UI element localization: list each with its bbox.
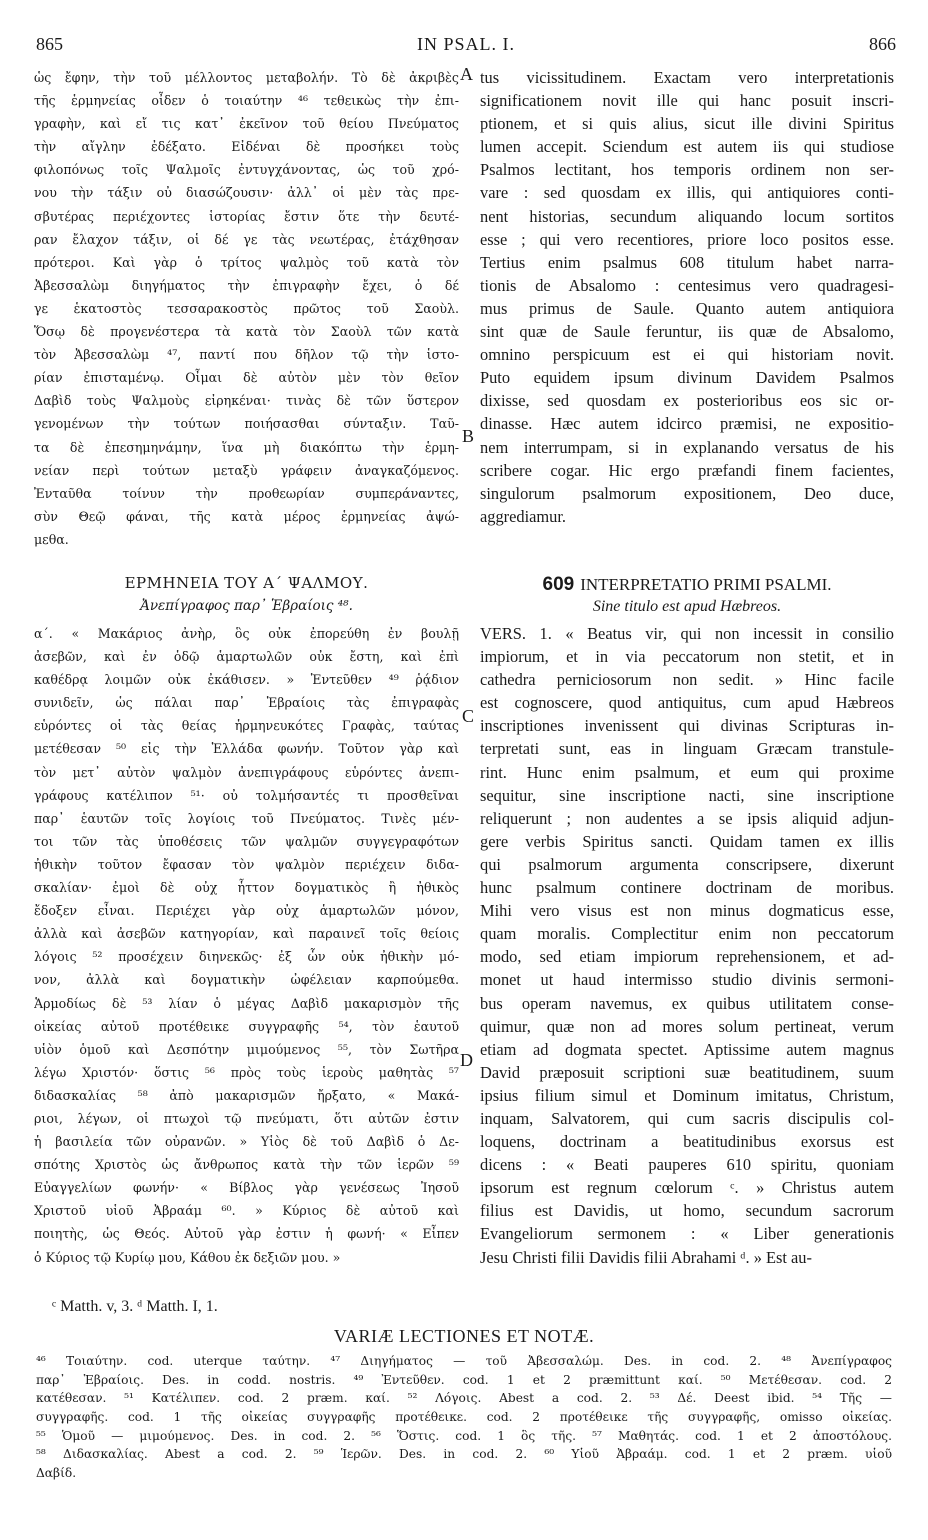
latin-text-line: dixisse, sed quosdam ex posterioribus eos sic or- (480, 391, 894, 411)
greek-text-line: σπότης Χριστὸς ὡς ἄνθρωπος κατὰ τὴν τῶν ἱερῶν ⁵⁹ (34, 1157, 459, 1173)
latin-section-heading (480, 574, 894, 596)
note-line: παρ᾽ Ἑβραίοις. Des. in codd. nostris. ⁴⁹ Ἐντεῦθεν. cod. 1 et 2 præmittunt καί. ⁵⁰ Μετέθεσαν. cod. 2 (36, 1372, 892, 1387)
latin-text-line: Psalmos lectitant, hos temporis ordinem non ser- (480, 160, 894, 180)
margin-marker-a: A (460, 64, 473, 84)
page-number-left: 865 (36, 34, 63, 54)
greek-text-line: μεθα. (34, 531, 69, 547)
latin-text-line: omnino perspicuum est ei qui historiam novit. (480, 345, 894, 365)
greek-text-line: τα δὲ ἐπεσημηνάμην, ἵνα μὴ διακόπτω τὴν ἑρμη- (34, 439, 459, 455)
latin-text-line: terpretati sunt, eas in linguam Græcam transtule- (480, 739, 894, 759)
greek-text-line: ραν ἔλαχον τάξιν, οἱ δέ γε τὰς νεωτέρας, ἐτάχθησαν (34, 231, 459, 247)
greek-section-title: ΕΡΜΗΝΕΙΑ ΤΟΥ Α´ ΨΑΛΜΟΥ. (124, 574, 369, 592)
greek-text-line: Ἁρμοδίως δὲ ⁵³ λίαν ὁ μέγας Δαβὶδ μακαρισμὸν τῆς (34, 995, 459, 1011)
latin-text-line: mus primus de Saule. Quanto autem antiquiora (480, 298, 894, 318)
greek-text-line: εὑρόντες οἱ τὰς θείας ἡρμηνευκότες Γραφὰς, ταύτας (34, 718, 459, 734)
latin-text-line: monet ut haud intermisso studio divinis sermoni- (480, 970, 894, 990)
latin-text-line: dinasse. Hæc autem idcirco præmisi, ne expositio- (480, 414, 894, 434)
latin-text-line: inquam, Salvatorem, qui cum sacris discipulis col- (480, 1108, 894, 1128)
variant-readings-notes (36, 1352, 892, 1483)
scripture-footnote-refs: ᶜ Matth. v, 3. ᵈ Matth. I, 1. (52, 1298, 218, 1315)
latin-text-column-lower (480, 622, 894, 1269)
latin-text-line: ipsius filium simul et Dominum imitatus, Christum, (480, 1085, 894, 1105)
latin-text-line: VERS. 1. « Beatus vir, qui non incessit in consilio (480, 624, 894, 643)
latin-text-line: quimur, quæ non ad mores solum pertineat, verum (480, 1016, 894, 1036)
latin-text-line: ipsorum est regnum cœlorum ᶜ. » Christus autem (480, 1178, 894, 1198)
margin-marker-b: B (462, 426, 475, 446)
latin-text-line: cathedra perniciosorum non sedit. » Hinc facile (480, 670, 894, 690)
notes-title: VARIÆ LECTIONES ET NOTÆ. (333, 1326, 595, 1346)
latin-text-line: singulorum psalmorum expositionem, Deo duce, (480, 483, 894, 503)
latin-text-line: esse ; qui vero recentiores, priore loco positos esse. (480, 229, 894, 249)
greek-text-line: μετέθεσαν ⁵⁰ εἰς τὴν Ἑλλάδα φωνήν. Τοῦτον γὰρ καὶ (34, 741, 459, 757)
latin-text-line: aggrediamur. (480, 506, 567, 526)
latin-text-line: dicens : « Beati pauperes 610 spiritu, quoniam (480, 1155, 894, 1175)
greek-text-line: Ὅσῳ δὲ προγενέστερα τὰ κατὰ τὸν Σαοὺλ τῶν κατὰ (34, 324, 459, 340)
greek-text-line: α΄. « Μακάριος ἀνὴρ, ὃς οὐκ ἐπορεύθη ἐν βουλῇ (34, 626, 459, 641)
latin-text-line: Tertius enim psalmus 608 titulum habet narra- (480, 252, 894, 272)
greek-text-line: ἔδοξεν εἶναι. Περιέχει γὰρ οὐχ ἁμαρτωλῶν μόνον, (34, 903, 459, 919)
greek-text-line: φιλοπόνως τοῖς Ψαλμοῖς ἐντυγχάνοντας, ὡς τοῦ χρό- (34, 162, 459, 178)
note-line: κατέθεσαν. ⁵¹ Κατέλιπεν. cod. 2 præm. καί. ⁵² Λόγοις. Abest a cod. 2. ⁵³ Δέ. Deest ibid. ⁵⁴ Τῆς — (36, 1391, 892, 1406)
margin-marker-d: D (460, 1050, 473, 1070)
greek-text-line: σβυτέρας περιέχοντες ἱστορίας ἔστιν ὅτε τὴν δευτέ- (34, 208, 459, 224)
greek-text-line: παρ᾽ ἑαυτῶν τοῖς λογίοις τοῦ Πνεύματος. Τινὲς μέν- (34, 810, 459, 826)
greek-text-line: γραφὴν, καὶ εἴ τις κατ᾽ ἐκεῖνον τοῦ θείου Πνεύματος (34, 116, 459, 132)
latin-text-line: impiorum, et in via peccatorum non stetit, et in (480, 647, 894, 667)
greek-text-line: Χριστοῦ υἱοῦ Ἀβραάμ ⁶⁰. » Κύριος δὲ αὐτοῦ καὶ (34, 1203, 459, 1219)
latin-section-number: 609 (542, 574, 575, 595)
latin-text-line: significationem novit ille qui hanc posuit inscri- (480, 91, 894, 111)
latin-text-line: qui psalmorum argumenta conscripsere, dixerunt (480, 854, 894, 874)
greek-text-line: Ἐνταῦθα τοίνυν τὴν προθεωρίαν συμπεράναντες, (34, 485, 459, 501)
latin-text-line: lumen accepit. Sciendum est autem iis qui studiose (480, 137, 894, 157)
greek-text-line: ὡς ἔφην, τὴν τοῦ μέλλοντος μεταβολήν. Τὸ δὲ ἀκριβὲς (34, 70, 459, 85)
latin-text-line: inscriptiones invenissent qui divinas Scripturas in- (480, 716, 894, 736)
note-line: συγγραφῆς. cod. 1 τῆς οἰκείας συγγραφῆς προτέθεικε. cod. 2 προτέθεικε τῆς συγγραφῆς, omisso οἰκείας. (36, 1410, 892, 1425)
latin-text-line: loquens, doctrinam a beatitudinibus exorsus est (480, 1132, 894, 1152)
latin-text-line: etiam ad dogmata spectet. Aptissime autem magnus (480, 1039, 894, 1059)
greek-text-line: ὁ Κύριος τῷ Κυρίῳ μου, Κάθου ἐκ δεξιῶν μου. » (34, 1249, 341, 1265)
greek-text-line: σὺν Θεῷ φάναι, τῆς κατὰ μέρος ἑρμηνείας ἀψώ- (34, 508, 459, 524)
greek-text-line: πρότεροι. Καὶ γὰρ ὁ τρίτος ψαλμὸς τοῦ κατὰ τὸν (34, 254, 459, 270)
greek-text-column-upper (34, 66, 459, 551)
greek-text-line: τὴν αἴγλην ἐδέξατο. Εἰδέναι δὲ προσήκει τοὺς (34, 139, 459, 155)
greek-text-line: καθέδρᾳ λοιμῶν οὐκ ἐκάθισεν. » Ἐντεῦθεν ⁴⁹ ῥᾴδιον (34, 672, 459, 688)
greek-text-line: τῆς ἑρμηνείας οἶδεν ὁ τοιαύτην ⁴⁶ τεθεικὼς τὴν ἐπι- (34, 93, 459, 109)
latin-text-line: sint quæ de Saule feruntur, iis quæ de Absalomo, (480, 322, 894, 342)
latin-text-line: tionis de Absalomo : centesimus vero quadragesi- (480, 275, 894, 295)
latin-text-line: modo, sed etiam impiorum reprehensionem, et ad- (480, 947, 894, 967)
greek-text-line: νείαν περὶ τούτων μεταξὺ γράφειν ἀναγκαζόμενος. (34, 462, 459, 478)
greek-text-line: ἀλλὰ καὶ ἀσεβῶν κατηγορίαν, καὶ παραινεῖ τοῖς θείοις (34, 926, 459, 942)
greek-text-line: γενομένων τὴν τούτων ποιήσασθαι σύνταξιν. Ταῦ- (34, 416, 459, 432)
greek-text-line: τὸν Ἀβεσσαλὼμ ⁴⁷, παντί που δῆλον τῷ τὴν ἱστο- (34, 347, 459, 363)
greek-text-line: γε ἑκατοστὸς τεσσαρακοστὸς πρῶτος τοῦ Σαοὺλ. (34, 300, 459, 316)
latin-text-line: Jesu Christi filii Davidis filii Abrahami ᵈ. » Est au- (480, 1247, 812, 1267)
greek-text-line: ἡ βασιλεία τῶν οὐρανῶν. » Υἱὸς δὲ τοῦ Δαβὶδ ὁ Δε- (34, 1134, 459, 1150)
greek-text-line: Εὐαγγελίων φωνήν· « Βίβλος γὰρ γενέσεως Ἰησοῦ (34, 1180, 459, 1196)
note-line: ⁵⁵ Ὁμοῦ — μιμούμενος. Des. in cod. 2. ⁵⁶ Ὅστις. cod. 1 ὃς τῆς. ⁵⁷ Μαθητάς. cod. 1 et 2 ἀποστόλους. (36, 1428, 892, 1443)
greek-text-column-lower (34, 622, 459, 1269)
greek-text-line: ποιητὴς, ὡς Θεός. Αὐτοῦ γὰρ ἐστιν ἡ φωνή· « Εἶπεν (34, 1226, 459, 1242)
page-number-right: 866 (869, 34, 896, 54)
greek-text-line: σκαλίαν· ἐμοὶ δὲ οὐχ ἧττον δογματικὸς ἢ ἠθικὸς (34, 880, 459, 896)
greek-text-line: Δαβὶδ τοὺς Ψαλμοὺς εἰρηκέναι· τινὰς δὲ τῶν ὕστερον (34, 393, 459, 409)
latin-text-line: ptionem, et si quis alius, sicut ille divini Spiritus (480, 114, 894, 134)
margin-marker-c: C (462, 706, 475, 726)
latin-section-title: INTERPRETATIO PRIMI PSALMI. (580, 575, 832, 594)
greek-text-line: νον, ἀλλὰ καὶ δογματικὴν ὠφέλειαν καρπούμεθα. (34, 972, 459, 988)
running-header (36, 34, 896, 60)
latin-text-line: nent historias, secundum aliquando locum sortitos (480, 206, 894, 226)
running-title: IN PSAL. I. (416, 34, 515, 54)
note-line: ⁴⁶ Τοιαύτην. cod. uterque ταύτην. ⁴⁷ Διηγήματος — τοῦ Ἀβεσσαλώμ. Des. in cod. 2. ⁴⁸ Ἀνεπίγραφος (36, 1354, 892, 1368)
latin-text-line: Mihi vero visus est non minus dogmaticus esse, (480, 901, 894, 921)
latin-text-line: vare : sed quosdam ex illis, qui antiquiores conti- (480, 183, 894, 203)
greek-text-line: λόγοις ⁵² προσέχειν διηνεκῶς· ἐξ ὧν οὐκ ἠθικὴν μό- (34, 949, 459, 965)
latin-text-line: quam moralis. Complectitur enim non peccatorum (480, 924, 894, 944)
latin-text-line: scribere cogar. Hic ergo præfandi finem facientes, (480, 460, 894, 480)
latin-text-column-upper (480, 66, 894, 528)
latin-text-line: hunc psalmum continere doctrinam de moribus. (480, 878, 894, 898)
greek-text-line: διδασκαλίας ⁵⁸ ἀπὸ μακαρισμῶν ἤρξατο, « Μακά- (34, 1087, 459, 1103)
greek-text-line: γράφους κατέλιπον ⁵¹· οὐ τολμήσαντές τι προσθεῖναι (34, 787, 459, 803)
latin-text-line: sequitur, sine inscriptione nacti, sine inscriptione (480, 785, 894, 805)
greek-text-line: οἰκείας αὐτοῦ προτέθεικε συγγραφῆς ⁵⁴, τὸν ἑαυτοῦ (34, 1018, 459, 1034)
latin-text-line: bus operam navemus, ex quibus utilitatem conse- (480, 993, 894, 1013)
latin-text-line: nem interrumpam, si in explanando versatus de his (480, 437, 894, 457)
latin-text-line: Evangeliorum sermonem : « Liber generationis (480, 1224, 894, 1244)
greek-text-line: ριοι, λέγων, οἱ πτωχοὶ τῷ πνεύματι, ὅτι αὐτῶν ἐστιν (34, 1110, 459, 1126)
greek-text-line: ἀσεβῶν, καὶ ἐν ὁδῷ ἁμαρτωλῶν οὐκ ἔστη, καὶ ἐπὶ (34, 649, 459, 665)
greek-text-line: τὸν μετ᾽ αὐτὸν ψαλμὸν ἀνεπιγράφους εὑρόντες ἀνεπι- (34, 764, 459, 780)
greek-text-line: συνιδεῖν, ὡς πάλαι παρ᾽ Ἑβραίοις τὰς ἐπιγραφὰς (34, 695, 459, 711)
latin-text-line: David præposuit scriptioni suæ beatitudinem, suum (480, 1062, 894, 1082)
greek-section-subtitle: Ἀνεπίγραφος παρ᾽ Ἑβραίοις ⁴⁸. (140, 598, 353, 614)
greek-text-line: λέγω Χριστόν· ὅστις ⁵⁶ πρὸς τοὺς ἱεροὺς μαθητὰς ⁵⁷ (34, 1064, 459, 1080)
greek-text-line: υἱὸν ὁμοῦ καὶ Δεσπότην μιμούμενος ⁵⁵, τὸν Σωτῆρα (34, 1041, 459, 1057)
greek-text-line: νου τὴν τάξιν οὐ διασώζουσιν· ἀλλ᾽ οἱ μὲν τὰς πρε- (34, 185, 459, 201)
latin-section-subtitle: Sine titulo est apud Hæbreos. (592, 598, 782, 615)
greek-text-line: ἠθικὴν τοῦτον ἔφασαν τὸν ψαλμὸν περιέχειν διδα- (34, 856, 459, 872)
greek-text-line: Ἀβεσσαλὼμ διηγήματος τὴν ἐπιγραφὴν ἔχει, ὁ δέ (34, 277, 459, 293)
note-line: Δαβίδ. (36, 1466, 77, 1481)
latin-text-line: Puto equidem ipsum divinum Davidem Psalmos (480, 368, 894, 388)
greek-text-line: τοι τῶν τὰς ὑποθέσεις τῶν ψαλμῶν συγγεγραφότων (34, 833, 459, 849)
latin-text-line: est cognoscere, quod antiquitus, cum apud Hæbreos (480, 693, 894, 713)
note-line: ⁵⁸ Διδασκαλίας. Abest a cod. 2. ⁵⁹ Ἱερῶν. Des. in cod. 2. ⁶⁰ Υἱοῦ Ἀβραάμ. cod. 1 et 2 præm. υἱοῦ (36, 1447, 892, 1462)
latin-text-line: tus vicissitudinem. Exactam vero interpretationis (480, 68, 894, 87)
latin-text-line: filius est Davidis, ut homo, secundum sacrorum (480, 1201, 894, 1221)
greek-text-line: ρίαν ἐπισταμένῳ. Οἶμαι δὲ αὐτὸν μὲν τὸν θεῖον (34, 370, 459, 386)
latin-text-line: reliquerunt ; non audentes a se ipsis aliquid adjun- (480, 808, 894, 828)
latin-text-line: gere verbis Spiritus sancti. Quidam tamen ex illis (480, 831, 894, 851)
latin-text-line: rint. Hunc enim psalmum, et eum qui proxime (480, 762, 894, 782)
